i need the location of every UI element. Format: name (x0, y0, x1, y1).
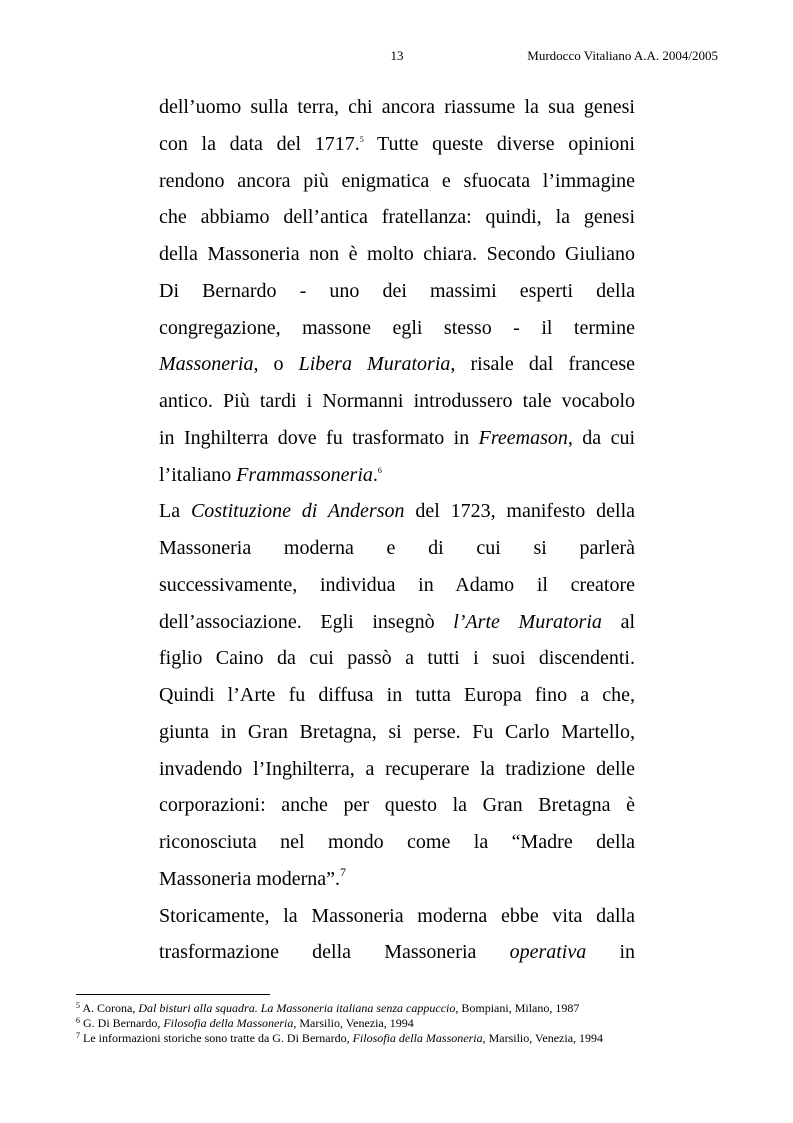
footnote-title: Filosofia della Massoneria (163, 1016, 294, 1030)
text-line (159, 346, 635, 383)
footnote-title: Dal bisturi alla squadra. La Massoneria italiana senza cappuccio (138, 1001, 456, 1015)
footnote-text: , Marsilio, Venezia, 1994 (482, 1031, 604, 1045)
footnote-number: 6 (76, 1016, 80, 1025)
italic-term: Massoneria (159, 353, 254, 376)
text-span: trasformazione della Massoneria (159, 941, 510, 964)
footnote-ref: 6 (377, 465, 382, 475)
text-span: con la data del 1717. (159, 132, 360, 155)
text-line: figlio Caino da cui passò a tutti i suoi discendenti. (159, 647, 635, 670)
text-span: , da cui (567, 426, 635, 449)
text-line: Storicamente, la Massoneria moderna ebbe vita dalla (159, 904, 635, 927)
footnote-text: A. Corona, (80, 1001, 139, 1015)
footnote-divider (76, 994, 270, 995)
page-number: 13 (390, 48, 404, 63)
text-span: in Inghilterra dove fu trasformato in (159, 426, 479, 449)
footnotes (76, 1001, 716, 1046)
text-line: dell’uomo sulla terra, chi ancora riassume la sua genesi (159, 96, 635, 118)
text-line (159, 604, 635, 641)
text-line (159, 861, 635, 898)
text-line (159, 126, 635, 163)
italic-term: Freemason (478, 426, 568, 449)
text-span: Massoneria moderna”. (159, 867, 341, 890)
italic-term: Costituzione di Anderson (190, 500, 405, 523)
text-line: Di Bernardo - uno dei massimi esperti della (159, 279, 635, 302)
text-line: successivamente, individua in Adamo il creatore (159, 573, 635, 596)
text-line: giunta in Gran Bretagna, si perse. Fu Carlo Martello, (159, 720, 635, 743)
footnote (76, 1031, 716, 1046)
text-span: del 1723, manifesto della (404, 500, 636, 523)
text-line: riconosciuta nel mondo come la “Madre della (159, 831, 635, 853)
text-span: La (159, 500, 191, 523)
text-line: Massoneria moderna e di cui si parlerà (159, 537, 635, 559)
footnote-ref: 5 (359, 134, 364, 144)
text-span: al (601, 610, 635, 633)
italic-term: Frammassoneria (236, 463, 373, 486)
text-span: in (586, 941, 635, 964)
text-line (159, 457, 635, 494)
text-line: rendono ancora più enigmatica e sfuocata l’immagine (159, 169, 635, 192)
text-line: Quindi l’Arte fu diffusa in tutta Europa fino a che, (159, 684, 635, 706)
text-span: dell’associazione. Egli insegnò (159, 610, 454, 633)
footnote-text: Le informazioni storiche sono tratte da G. Di Bernardo, (80, 1031, 353, 1045)
footnote-text: , Bompiani, Milano, 1987 (455, 1001, 580, 1015)
text-line: invadendo l’Inghilterra, a recuperare la tradizione delle (159, 757, 635, 780)
body-text (159, 89, 635, 971)
footnote-title: Filosofia della Massoneria (352, 1031, 483, 1045)
text-line: della Massoneria non è molto chiara. Secondo Giuliano (159, 243, 635, 265)
footnote-ref: 7 (340, 864, 347, 879)
text-line: antico. Più tardi i Normanni introdussero tale vocabolo (159, 390, 635, 412)
footnote-text: G. Di Bernardo, (80, 1016, 164, 1030)
footnote-number: 7 (76, 1031, 80, 1040)
text-line: che abbiamo dell’antica fratellanza: quindi, la genesi (159, 206, 635, 229)
text-line (159, 493, 635, 530)
text-span: , risale dal francese (450, 353, 635, 376)
italic-term: operativa (509, 941, 587, 964)
text-span: l’italiano (159, 463, 237, 486)
text-line: corporazioni: anche per questo la Gran Bretagna è (159, 794, 635, 817)
footnote-number: 5 (76, 1001, 80, 1010)
footnote (76, 1001, 716, 1016)
text-line (159, 934, 635, 971)
text-span: , o (253, 353, 299, 376)
footnote-text: , Marsilio, Venezia, 1994 (293, 1016, 414, 1030)
text-span: . (372, 463, 378, 486)
italic-term: Libera Muratoria (298, 353, 451, 376)
text-line (159, 420, 635, 457)
text-line: congregazione, massone egli stesso - il termine (159, 316, 635, 339)
italic-term: l’Arte Muratoria (453, 610, 602, 633)
footnote (76, 1016, 716, 1031)
text-span: Tutte queste diverse opinioni (363, 132, 635, 155)
running-header: Murdocco Vitaliano A.A. 2004/2005 (527, 48, 718, 63)
